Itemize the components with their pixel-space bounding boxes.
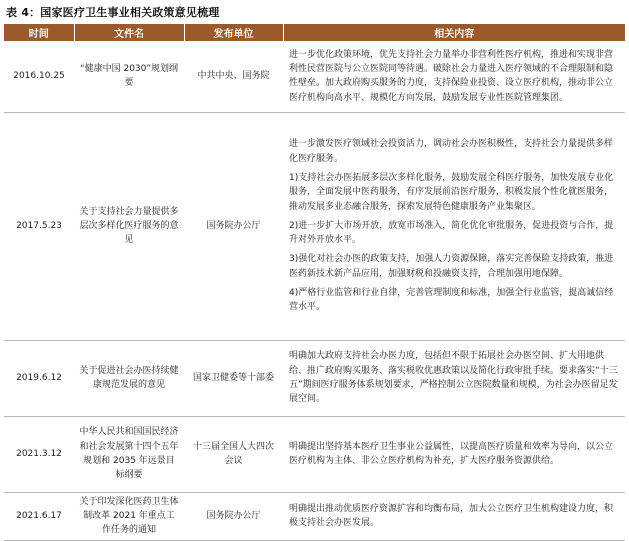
row-file-name: 关于促进社会办医持续健康规范发展的意见 — [74, 340, 184, 416]
content-paragraph: 明确提出推动优质医疗资源扩容和均衡布局，加大公立医疗卫生机构建设力度，积极支持社会办医发展。 — [289, 503, 614, 528]
content-paragraph: 2)进一步扩大市场开放，放宽市场准入，简化优化审批服务，促进投资与合作，提升对外开放水平。 — [289, 220, 614, 246]
row-file-name: 关于支持社会力量提供多层次多样化医疗服务的意见 — [74, 112, 184, 340]
table-row — [4, 416, 625, 492]
table-row — [4, 112, 625, 340]
row-issuer: 十三届全国人大四次会议 — [184, 416, 283, 492]
row-file-name: “健康中国 2030”规划纲要 — [74, 41, 184, 112]
row-content — [283, 112, 625, 340]
row-time: 2021.6.17 — [4, 492, 74, 540]
table-row — [4, 41, 625, 112]
row-issuer: 中共中央、国务院 — [184, 41, 283, 112]
row-issuer: 国务院办公厅 — [184, 112, 283, 340]
row-issuer: 国家卫健委等十部委 — [184, 340, 283, 416]
content-paragraph: 进一步优化政策环境，优先支持社会力量举办非营利性医疗机构，推进和实现非营利性民营医院与公立医院同等待遇。破除社会力量进入医疗领域的不合理限制和隐性壁垒。加大政府购买服务的力度，支持保险业投资、设立医疗机构，推动非公立医疗机构向高水平、规模化方向发展，鼓励发展专业性医院管理集团。 — [289, 49, 614, 103]
row-content — [283, 416, 625, 492]
row-file-name: 中华人民共和国国民经济和社会发展第十四个五年规划和 2035 年远景目标纲要 — [74, 416, 184, 492]
row-time: 2017.5.23 — [4, 112, 74, 340]
header-content: 相关内容 — [283, 24, 625, 41]
row-time: 2021.3.12 — [4, 416, 74, 492]
header-issuer: 发布单位 — [184, 24, 283, 41]
table-row — [4, 492, 625, 540]
content-paragraph: 明确提出坚持基本医疗卫生事业公益属性，以提高医疗质量和效率为导向，以公立医疗机构为主体、非公立医疗机构为补充，扩大医疗服务资源供给。 — [289, 441, 614, 466]
row-issuer: 国务院办公厅 — [184, 492, 283, 540]
row-file-name: 关于印发深化医药卫生体制改革 2021 年重点工作任务的通知 — [74, 492, 184, 540]
content-paragraph: 1)支持社会办医拓展多层次多样化服务，鼓励发展全科医疗服务，加快发展专业化服务，全面发展中医药服务，有序发展前沿医疗服务，积极发展个性化就医服务，推动发展多业态融合服务，探索发展特色健康服务产业集聚区。 — [289, 172, 614, 212]
row-content — [283, 340, 625, 416]
row-time: 2019.6.12 — [4, 340, 74, 416]
table-row — [4, 340, 625, 416]
header-time: 时间 — [4, 24, 74, 41]
row-time: 2016.10.25 — [4, 41, 74, 112]
content-paragraph: 3)强化对社会办医的政策支持，加强人力资源保障，落实完善保险支持政策，推进医药新技术新产品应用，加强财税和投融资支持，合理加强用地保障。 — [289, 254, 614, 279]
header-file-name: 文件名 — [74, 24, 184, 41]
content-paragraph: 明确加大政府支持社会办医力度，包括但不限于拓展社会办医空间、扩大用地供给、推广政府购买服务、落实税收优惠政策以及简化行政审批手续。要求落实“十三五”期间医疗服务体系规划要求，严格控制公立医院数量和规模，为社会办医留足发展空间。 — [289, 351, 618, 405]
content-paragraph: 4)严格行业监管和行业自律，完善管理制度和标准，加强全行业监管，提高诚信经营水平。 — [289, 288, 614, 313]
policy-table — [4, 24, 625, 541]
content-paragraph: 进一步激发医疗领域社会投资活力，调动社会办医积极性，支持社会力量提供多样化医疗服务。 — [289, 139, 614, 164]
row-content — [283, 492, 625, 540]
table-header-row — [4, 24, 625, 41]
table-caption: 表 4：国家医疗卫生事业相关政策意见梳理 — [6, 6, 220, 19]
row-content — [283, 41, 625, 112]
